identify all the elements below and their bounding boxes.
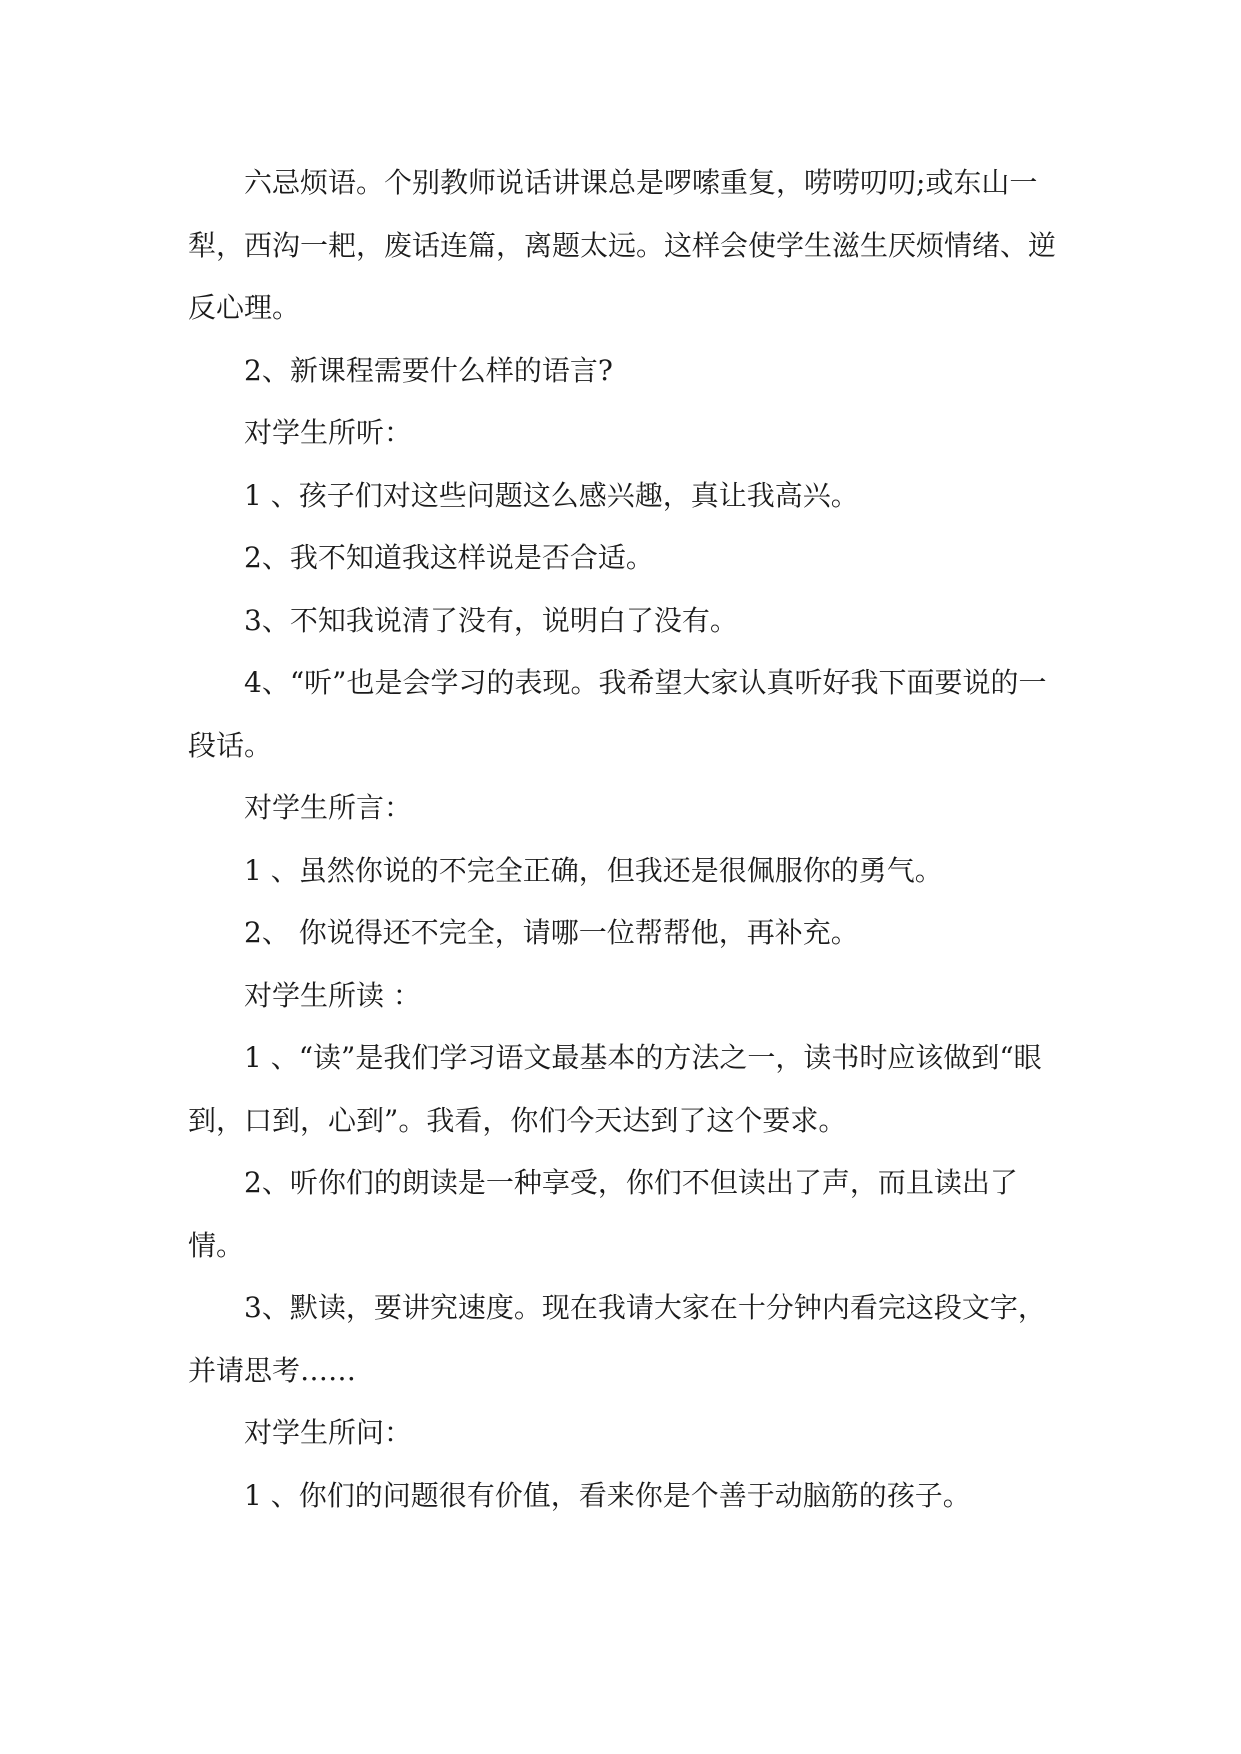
- subheading-student-listening: 对学生所听：: [244, 416, 413, 449]
- paragraph-annoying-speech: 六忌烦语。个别教师说话讲课总是啰嗦重复，唠唠叨叨;或东山一犁，西沟一耙，废话连篇，离题太远。这样会使学生滋生厌烦情绪、逆反心理。: [188, 166, 1057, 324]
- list-item: 2、 你说得还不完全，请哪一位帮帮他，再补充。: [244, 916, 859, 949]
- list-item: 3、不知我说清了没有，说明白了没有。: [244, 603, 738, 637]
- list-item: 1 、孩子们对这些问题这么感兴趣，真让我高兴。: [244, 478, 859, 512]
- list-item: 3、默读，要讲究速度。现在我请大家在十分钟内看完这段文字，并请思考……: [188, 1291, 1046, 1387]
- subheading-student-reading: 对学生所读 ：: [244, 978, 421, 1012]
- list-item: 1 、你们的问题很有价值，看来你是个善于动脑筋的孩子。: [244, 1478, 971, 1512]
- list-item: 2、我不知道我这样说是否合适。: [244, 541, 654, 574]
- subheading-student-speaking: 对学生所言：: [244, 791, 413, 824]
- list-item: 4、“听”也是会学习的表现。我希望大家认真听好我下面要说的一段话。: [188, 666, 1047, 762]
- heading-new-curriculum-language: 2、新课程需要什么样的语言?: [244, 353, 613, 387]
- list-item: 1 、“读”是我们学习语文最基本的方法之一，读书时应该做到“眼到，口到，心到”。我看，你们今天达到了这个要求。: [188, 1041, 1042, 1137]
- list-item: 2、听你们的朗读是一种享受，你们不但读出了声，而且读出了情。: [188, 1166, 1018, 1262]
- subheading-student-questions: 对学生所问：: [244, 1416, 413, 1449]
- list-item: 1 、虽然你说的不完全正确，但我还是很佩服你的勇气。: [244, 853, 943, 887]
- document-body: [188, 152, 1058, 1527]
